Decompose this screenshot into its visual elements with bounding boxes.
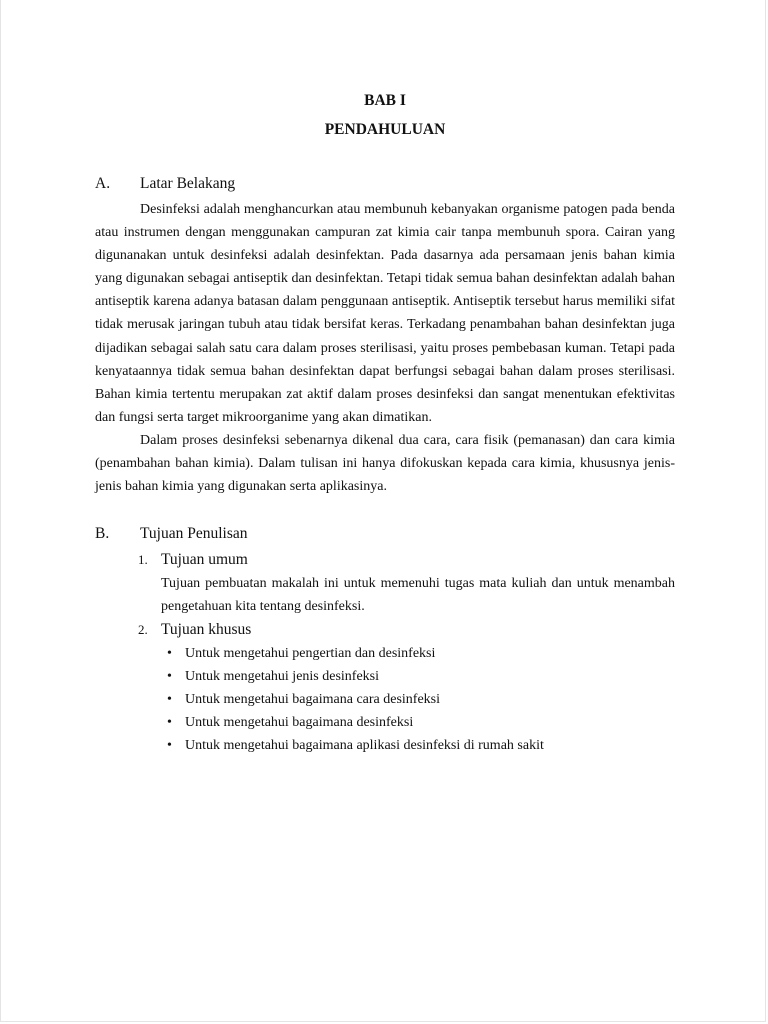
list-item [167, 665, 675, 688]
objective-general-text: Tujuan pembuatan makalah ini untuk memenuhi tugas mata kuliah dan untuk menambah pengetahuan kita tentang desinfeksi. [161, 576, 675, 615]
section-b-letter: B. [95, 525, 110, 543]
bullet-icon: • [167, 738, 172, 754]
list-item [167, 688, 675, 711]
bullet-icon: • [167, 715, 172, 731]
bullet-icon: • [167, 692, 172, 708]
bullet-icon: • [167, 646, 172, 662]
section-b-heading [95, 519, 675, 548]
objective-specific-list [167, 642, 675, 757]
section-a-paragraph-2: Dalam proses desinfeksi sebenarnya dikenal dua cara, cara fisik (pemanasan) dan cara kimia (penambahan bahan kimia). Dalam tulisan ini hanya difokuskan kepada cara kimia, khususnya jenis-jenis bahan kimia yang digunakan serta aplikasinya. [95, 432, 675, 495]
objective-specific-number: 2. [138, 622, 148, 638]
list-item-text: Untuk mengetahui bagaimana aplikasi desinfeksi di rumah sakit [185, 738, 544, 754]
list-item-text: Untuk mengetahui jenis desinfeksi [185, 669, 380, 685]
bullet-icon: • [167, 669, 172, 685]
chapter-number: BAB I [364, 92, 406, 109]
list-item [167, 642, 675, 665]
section-a-heading [95, 169, 675, 198]
objective-specific-heading [138, 618, 675, 642]
section-b-title: Tujuan Penulisan [140, 525, 248, 543]
list-item-text: Untuk mengetahui bagaimana desinfeksi [185, 715, 414, 731]
list-item-text: Untuk mengetahui bagaimana cara desinfeksi [185, 692, 441, 708]
section-a-paragraph-1: Desinfeksi adalah menghancurkan atau membunuh kebanyakan organisme patogen pada benda atau instrumen dengan menggunakan campuran zat kimia cair tanpa membunuh spora. Cairan yang digunanakan untuk desinfeksi adalah desinfektan. Pada dasarnya ada persamaan jenis bahan kimia yang digunakan sebagai antiseptik dan desinfektan. Tetapi tidak semua bahan desinfektan adalah bahan antiseptik karena adanya batasan dalam penggunaan antiseptik. Antiseptik tersebut harus memiliki sifat tidak merusak jaringan tubuh atau tidak bersifat keras. Terkadang penambahan bahan desinfektan juga dijadikan sebagai salah satu cara dalam proses sterilisasi, yaitu proses pembebasan kuman. Tetapi pada kenyataannya tidak semua bahan desinfektan dapat berfungsi sebagai bahan dalam proses sterilisasi. Bahan kimia tertentu merupakan zat aktif dalam proses desinfeksi dan sangat menentukan efektivitas dan fungsi serta target mikroorganime yang akan dimatikan. [95, 202, 675, 425]
list-item [167, 711, 675, 734]
objective-general-number: 1. [138, 552, 148, 568]
chapter-title: PENDAHULUAN [324, 121, 446, 138]
list-item [167, 734, 675, 757]
objective-general-title: Tujuan umum [161, 551, 248, 569]
page-content [95, 86, 675, 757]
list-item-text: Untuk mengetahui pengertian dan desinfeksi [185, 646, 436, 662]
objective-specific-title: Tujuan khusus [161, 621, 252, 639]
section-a-letter: A. [95, 175, 111, 192]
objective-general-heading [138, 548, 675, 572]
section-a-title: Latar Belakang [140, 175, 236, 192]
